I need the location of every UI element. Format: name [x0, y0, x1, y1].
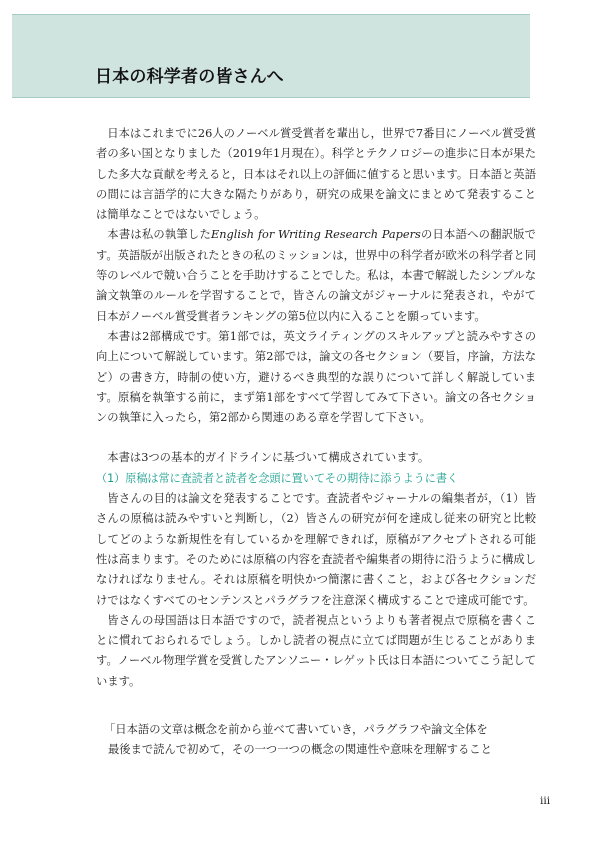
paragraph-intro-1: 日本はこれまでに26人のノーベル賞受賞者を輩出し，世界で7番目にノーベル賞受賞者の多い国となりました（2019年1月現在）。科学とテクノロジーの進歩に日本が果たした多大な貢献を考えると，日本はそれ以上の評価に値すると思います。日本語と英語の間には言語学的に大きな隔たりがあり，研究の成果を論文にまとめて発表することは簡単なことではないでしょう。 [96, 127, 536, 222]
page-title: 日本の科学者の皆さんへ [95, 67, 284, 87]
book-title-italic: English for Writing Research Papers [210, 228, 421, 242]
quote-line-1: 「日本語の文章は概念を前から並べて書いていき，パラグラフや論文全体を [104, 723, 488, 737]
quote-line-2: 最後まで読んで初めて，その一つ一つの概念の関連性や意味を理解すること [108, 743, 492, 757]
spacer [96, 428, 536, 448]
paragraph-intro-2-post: の日本語への翻訳版です。英語版が出版されたときの私のミッションは，世界中の科学者が欧米の科学者と同等のレベルで競い合うことを手助けすることでした。私は，本書で解説したシンプルな論文執筆のルールを学習することで，皆さんの論文がジャーナルに発表され，やがて日本がノーベル賞受賞者ランキングの第5位以内に入ることを願っています。 [96, 228, 536, 323]
spacer [96, 692, 536, 720]
guidelines-intro: 本書は3つの基本的ガイドラインに基づいて構成されています。 [107, 451, 430, 465]
body-text [96, 124, 536, 761]
paragraph-intro-2 [96, 225, 536, 326]
paragraph-intro-3: 本書は2部構成です。第1部では，英文ライティングのスキルアップと読みやすさの向上について解説しています。第2部では，論文の各セクション（要旨，序論，方法など）の書き方，時制の使い方，避けるべき典型的な誤りについて詳しく解説しています。原稿を執筆する前に，まず第1部をすべて学習してみて下さい。論文の各セクションの執筆に入ったら，第2部から関連のある章を学習して下さい。 [96, 329, 536, 425]
guideline-heading-1: （1）原稿は常に査読者と読者を念頭に置いてその期待に添うように書く [96, 471, 459, 485]
page-number: iii [540, 795, 551, 807]
guideline-paragraph-1: 皆さんの目的は論文を発表することです。査読者やジャーナルの編集者が，（1）皆さんの原稿は読みやすいと判断し，（2）皆さんの研究が何を達成し従来の研究と比較してどのような新規性を有しているかを理解できれば，原稿がアクセプトされる可能性は高まります。そのためには原稿の内容を査読者や編集者の期待に沿うように構成しなければなりません。それは原稿を明快かつ簡潔に書くこと，および各セクションだけではなくすべてのセンテンスとパラグラフを注意深く構成することで達成可能です。 [96, 492, 536, 607]
paragraph-intro-2-pre: 本書は私の執筆した [107, 228, 211, 242]
guideline-paragraph-2: 皆さんの母国語は日本語ですので，読者視点というよりも著者視点で原稿を書くことに慣れておられるでしょう。しかし読者の視点に立てば問題が生じることがあります。ノーベル物理学賞を受賞したアンソニー・レゲット氏は日本語についてこう記しています。 [96, 613, 536, 688]
